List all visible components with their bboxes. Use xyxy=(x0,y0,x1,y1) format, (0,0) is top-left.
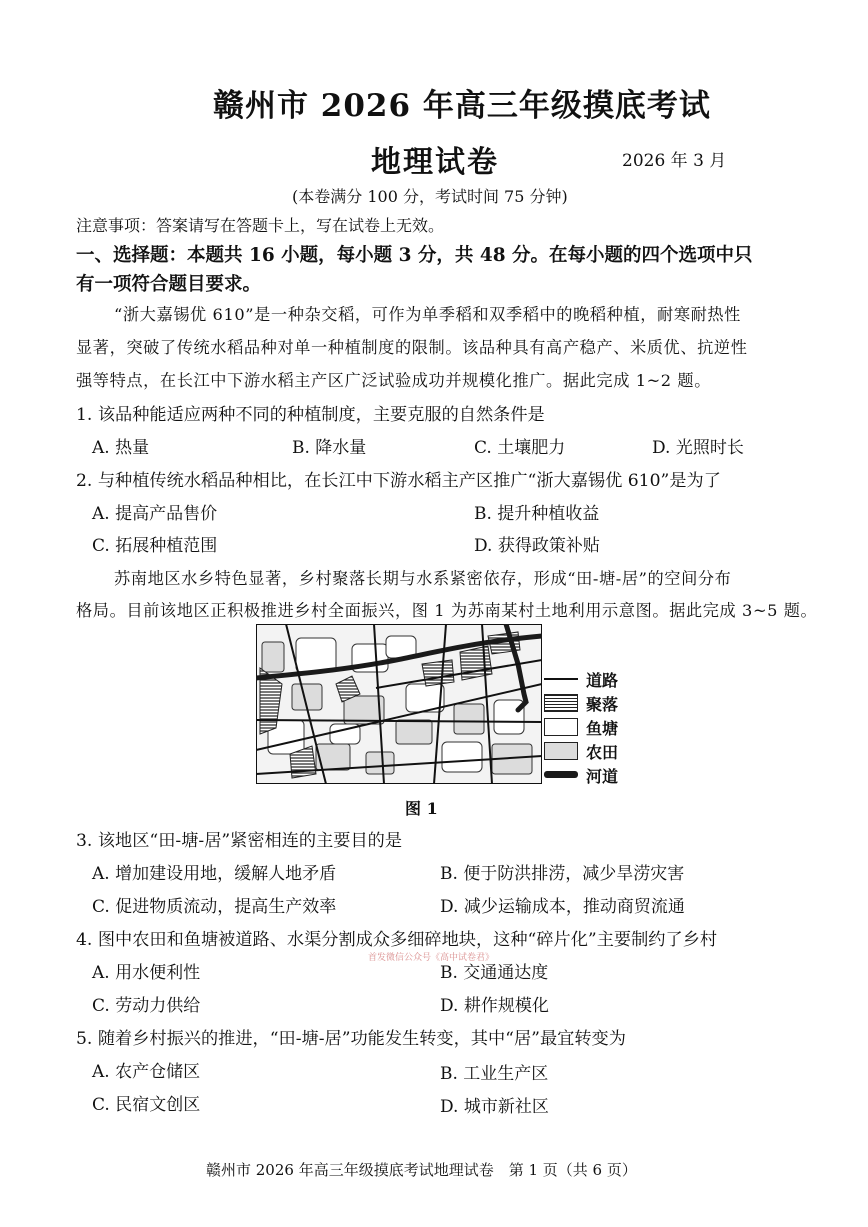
question-1-option-a: A. 热量 xyxy=(92,438,150,458)
legend-label: 鱼塘 xyxy=(586,719,619,738)
legend-item-settlement xyxy=(544,692,664,714)
question-4-option-d: D. 耕作规模化 xyxy=(440,996,549,1016)
passage2-line: 苏南地区水乡特色显著，乡村聚落长期与水系紧密依存，形成“田-塘-居”的空间分布 xyxy=(114,569,732,588)
exam-title: 赣州市 2026 年高三年级摸底考试 xyxy=(213,88,711,124)
notice: 注意事项：答案请写在答题卡上，写在试卷上无效。 xyxy=(76,216,445,235)
question-5-option-b: B. 工业生产区 xyxy=(440,1064,549,1084)
figure-caption: 图 1 xyxy=(405,799,438,818)
farmland-block xyxy=(396,720,432,744)
question-3-option-a: A. 增加建设用地，缓解人地矛盾 xyxy=(92,864,337,884)
question-2-option-a: A. 提高产品售价 xyxy=(92,504,218,524)
legend-item-road xyxy=(544,668,664,690)
question-3-option-d: D. 减少运输成本，推动商贸流通 xyxy=(440,897,685,917)
question-5-stem: 5. 随着乡村振兴的推进，“田-塘-居”功能发生转变，其中“居”最宜转变为 xyxy=(76,1029,626,1049)
legend-label: 聚落 xyxy=(586,695,619,714)
fish-pond xyxy=(442,742,482,772)
section-heading-line1: 一、选择题：本题共 16 小题，每小题 3 分，共 48 分。在每小题的四个选项中只 xyxy=(76,245,753,266)
river-symbol xyxy=(544,771,578,778)
road-symbol xyxy=(544,678,578,680)
question-1-option-b: B. 降水量 xyxy=(292,438,367,458)
page-footer: 赣州市 2026 年高三年级摸底考试地理试卷 第 1 页（共 6 页） xyxy=(206,1161,637,1179)
legend-label: 河道 xyxy=(586,767,619,786)
legend-item-fish-pond xyxy=(544,716,664,738)
settlement xyxy=(460,646,492,680)
subject-title: 地理试卷 xyxy=(371,145,499,180)
fish-pond xyxy=(296,638,336,672)
question-4-option-c: C. 劳动力供给 xyxy=(92,996,201,1016)
watermark: 首发微信公众号《高中试卷君》 xyxy=(368,953,495,963)
passage1-line: 显著，突破了传统水稻品种对单一种植制度的限制。该品种具有高产稳产、米质优、抗逆性 xyxy=(76,338,748,357)
land-use-map xyxy=(256,624,542,784)
question-1-option-c: C. 土壤肥力 xyxy=(474,438,566,458)
question-4-option-b: B. 交通通达度 xyxy=(440,963,549,983)
question-1-stem: 1. 该品种能适应两种不同的种植制度，主要克服的自然条件是 xyxy=(76,405,545,425)
question-3-option-c: C. 促进物质流动，提高生产效率 xyxy=(92,897,337,917)
farmland-symbol xyxy=(544,742,578,760)
passage1-line: 强等特点，在长江中下游水稻主产区广泛试验成功并规模化推广。据此完成 1~2 题。 xyxy=(76,371,712,390)
question-2-option-c: C. 拓展种植范围 xyxy=(92,536,218,556)
question-1-option-d: D. 光照时长 xyxy=(652,438,744,458)
question-2-option-d: D. 获得政策补贴 xyxy=(474,536,600,556)
passage2-line: 格局。目前该地区正积极推进乡村全面振兴，图 1 为苏南某村土地利用示意图。据此完成 3~5 题。 xyxy=(76,601,818,620)
question-3-stem: 3. 该地区“田-塘-居”紧密相连的主要目的是 xyxy=(76,831,403,851)
question-2-option-b: B. 提升种植收益 xyxy=(474,504,600,524)
legend-label: 道路 xyxy=(586,671,619,690)
farmland-block xyxy=(262,642,284,672)
question-5-option-d: D. 城市新社区 xyxy=(440,1097,549,1117)
question-4-option-a: A. 用水便利性 xyxy=(92,963,201,983)
fish-pond-symbol xyxy=(544,718,578,736)
exam-info: (本卷满分 100 分，考试时间 75 分钟) xyxy=(292,187,568,206)
question-5-option-c: C. 民宿文创区 xyxy=(92,1095,201,1115)
farmland-block xyxy=(366,752,394,774)
exam-date: 2026 年 3 月 xyxy=(622,151,727,171)
settlement-symbol xyxy=(544,694,578,712)
legend-label: 农田 xyxy=(586,743,619,762)
legend-item-river xyxy=(544,764,664,786)
question-3-option-b: B. 便于防洪排涝，减少旱涝灾害 xyxy=(440,864,685,884)
settlement xyxy=(422,660,454,686)
legend-item-farmland xyxy=(544,740,664,762)
question-5-option-a: A. 农产仓储区 xyxy=(92,1062,201,1082)
question-2-stem: 2. 与种植传统水稻品种相比，在长江中下游水稻主产区推广“浙大嘉锡优 610”是为了 xyxy=(76,471,721,491)
passage1-line: “浙大嘉锡优 610”是一种杂交稻，可作为单季稻和双季稻中的晚稻种植，耐寒耐热性 xyxy=(114,305,741,324)
farmland-block xyxy=(454,704,484,734)
question-4-stem: 4. 图中农田和鱼塘被道路、水渠分割成众多细碎地块，这种“碎片化”主要制约了乡村 xyxy=(76,930,718,950)
section-heading-line2: 有一项符合题目要求。 xyxy=(76,274,262,295)
